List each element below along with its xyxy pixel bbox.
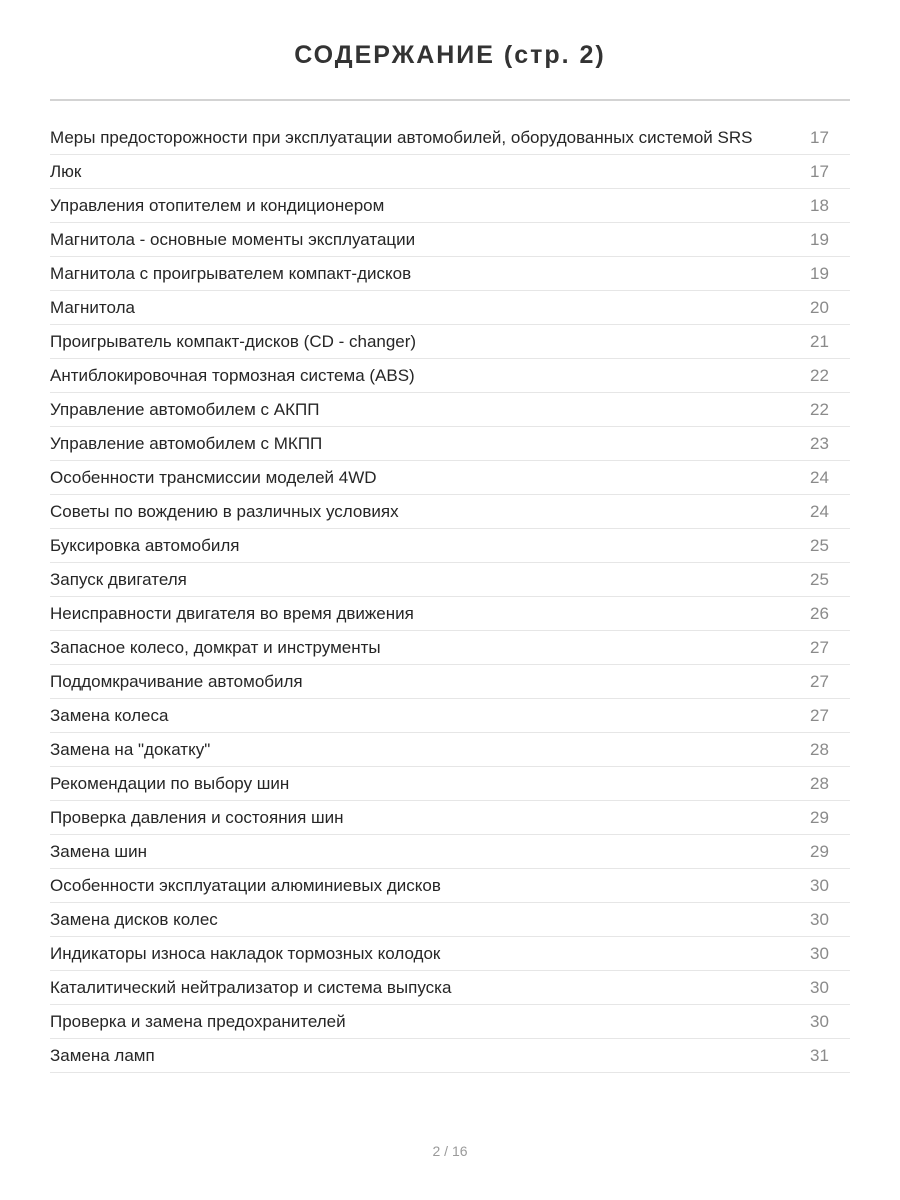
- toc-entry-title: Каталитический нейтрализатор и система выпуска: [50, 977, 452, 997]
- toc-entry-page: 23: [810, 433, 829, 453]
- toc-entry-title: Магнитола с проигрывателем компакт-дисков: [50, 263, 412, 283]
- toc-entry-title: Проверка давления и состояния шин: [50, 807, 344, 827]
- toc-entry-title: Проигрыватель компакт-дисков (CD - changer): [50, 331, 417, 351]
- toc-entry-page: 30: [810, 977, 829, 997]
- toc-row[interactable]: [50, 529, 850, 563]
- toc-entry-title: Замена шин: [50, 841, 147, 861]
- toc-entry-page: 17: [810, 127, 829, 147]
- toc-entry-page: 28: [810, 773, 829, 793]
- toc-entry-title: Особенности трансмиссии моделей 4WD: [50, 467, 377, 487]
- toc-row[interactable]: [50, 733, 850, 767]
- toc-row[interactable]: [50, 189, 850, 223]
- toc-row[interactable]: [50, 223, 850, 257]
- toc-entry-title: Антиблокировочная тормозная система (ABS): [50, 365, 415, 385]
- toc-row[interactable]: [50, 495, 850, 529]
- toc-entry-title: Запуск двигателя: [50, 569, 187, 589]
- toc-entry-page: 31: [810, 1045, 829, 1065]
- toc-entry-title: Меры предосторожности при эксплуатации автомобилей, оборудованных системой SRS: [50, 127, 753, 147]
- toc-row[interactable]: [50, 393, 850, 427]
- toc-row[interactable]: [50, 869, 850, 903]
- toc-entry-title: Магнитола: [50, 297, 135, 317]
- toc-entry-title: Замена дисков колес: [50, 909, 218, 929]
- toc-row[interactable]: [50, 699, 850, 733]
- toc-entry-title: Неисправности двигателя во время движения: [50, 603, 414, 623]
- toc-row[interactable]: [50, 767, 850, 801]
- toc-entry-title: Индикаторы износа накладок тормозных колодок: [50, 943, 441, 963]
- toc-entry-page: 18: [810, 195, 829, 215]
- toc-row[interactable]: [50, 971, 850, 1005]
- toc-row[interactable]: [50, 665, 850, 699]
- toc-entry-title: Запасное колесо, домкрат и инструменты: [50, 637, 381, 657]
- page-indicator: 2 / 16: [432, 1143, 468, 1159]
- toc-row[interactable]: [50, 257, 850, 291]
- toc-entry-page: 24: [810, 501, 829, 521]
- toc-entry-page: 27: [810, 671, 829, 691]
- toc-entry-page: 19: [810, 229, 829, 249]
- toc-row[interactable]: [50, 427, 850, 461]
- toc-entry-page: 22: [810, 365, 829, 385]
- toc-row[interactable]: [50, 801, 850, 835]
- page-title: СОДЕРЖАНИЕ (стр. 2): [294, 41, 606, 69]
- toc-entry-title: Замена ламп: [50, 1045, 155, 1065]
- toc-row[interactable]: [50, 835, 850, 869]
- toc-entry-page: 30: [810, 875, 829, 895]
- toc-entry-page: 30: [810, 943, 829, 963]
- toc-row[interactable]: [50, 359, 850, 393]
- toc-entry-page: 24: [810, 467, 829, 487]
- toc-entry-title: Люк: [50, 161, 82, 181]
- toc-entry-page: 26: [810, 603, 829, 623]
- toc-row[interactable]: [50, 903, 850, 937]
- toc-entry-title: Поддомкрачивание автомобиля: [50, 671, 303, 691]
- toc-entry-page: 22: [810, 399, 829, 419]
- toc-entry-page: 17: [810, 161, 829, 181]
- toc-entry-title: Управление автомобилем с МКПП: [50, 433, 323, 453]
- toc-entry-title: Управления отопителем и кондиционером: [50, 195, 385, 215]
- toc-entry-title: Замена на "докатку": [50, 739, 211, 759]
- toc-entry-page: 28: [810, 739, 829, 759]
- toc-entry-title: Замена колеса: [50, 705, 169, 725]
- toc-entry-page: 25: [810, 569, 829, 589]
- toc-row[interactable]: [50, 155, 850, 189]
- toc-entry-title: Проверка и замена предохранителей: [50, 1011, 346, 1031]
- toc-entry-page: 30: [810, 1011, 829, 1031]
- toc-entry-page: 19: [810, 263, 829, 283]
- toc-row[interactable]: [50, 121, 850, 155]
- toc-entry-page: 27: [810, 637, 829, 657]
- toc-entry-title: Магнитола - основные моменты эксплуатации: [50, 229, 416, 249]
- toc-entry-title: Буксировка автомобиля: [50, 535, 240, 555]
- toc-entry-page: 25: [810, 535, 829, 555]
- toc-row[interactable]: [50, 563, 850, 597]
- title-divider: [50, 99, 850, 101]
- table-of-contents: [50, 121, 850, 1073]
- toc-entry-title: Особенности эксплуатации алюминиевых дисков: [50, 875, 441, 895]
- toc-entry-title: Управление автомобилем с АКПП: [50, 399, 320, 419]
- toc-entry-page: 20: [810, 297, 829, 317]
- toc-row[interactable]: [50, 597, 850, 631]
- toc-row[interactable]: [50, 631, 850, 665]
- toc-entry-title: Рекомендации по выбору шин: [50, 773, 290, 793]
- toc-entry-page: 29: [810, 807, 829, 827]
- toc-entry-page: 21: [810, 331, 829, 351]
- toc-row[interactable]: [50, 937, 850, 971]
- toc-row[interactable]: [50, 291, 850, 325]
- toc-entry-page: 27: [810, 705, 829, 725]
- toc-row[interactable]: [50, 461, 850, 495]
- toc-entry-page: 30: [810, 909, 829, 929]
- toc-row[interactable]: [50, 325, 850, 359]
- toc-row[interactable]: [50, 1005, 850, 1039]
- toc-row[interactable]: [50, 1039, 850, 1073]
- toc-entry-page: 29: [810, 841, 829, 861]
- toc-entry-title: Советы по вождению в различных условиях: [50, 501, 399, 521]
